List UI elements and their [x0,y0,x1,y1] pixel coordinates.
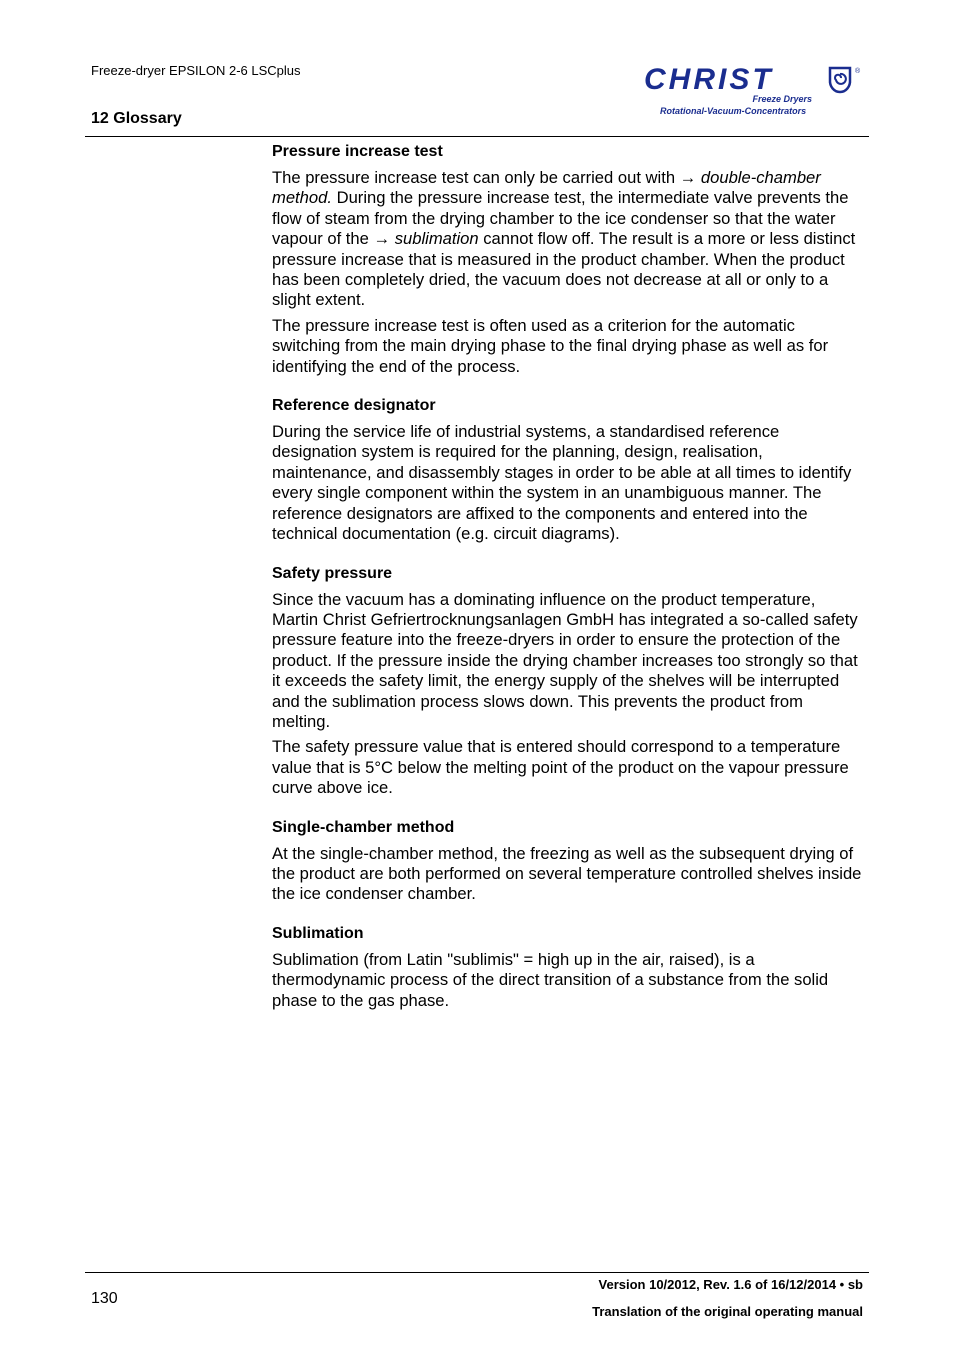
glossary-definition: Since the vacuum has a dominating influence on the product temperature, Martin Christ Gefriertrocknungsanlagen GmbH has integrated a so-called safety pressure feature into the freeze-dryers in order to ensure the protection of the product. If the pressure inside the drying chamber increases too strongly so that it exceeds the safety limit, the energy supply of the shelves will be interrupted and the sublimation process slows down. This prevents the product from melting. [272,589,858,731]
christ-emblem-icon [828,66,864,94]
cross-reference: sublimation [394,229,479,249]
glossary-definition: During the service life of industrial systems, a standardised reference designation system is required for the planning, design, realisation, maintenance, and disassembly stages in order to be able at all times to identify every single component within the system in an unambiguous manner. The reference designators are affixed to the components and entered into the technical documentation (e.g. circuit diagrams). [272,422,852,544]
logo-subtitle-rvc: Rotational-Vacuum-Concentrators [660,106,807,116]
header-divider [85,136,869,137]
glossary-term: Pressure increase test [272,143,443,160]
header-chapter-title: 12 Glossary [91,110,182,127]
glossary-content [272,142,862,1030]
christ-wordmark [644,64,824,94]
header-product-name: Freeze-dryer EPSILON 2-6 LSCplus [91,63,301,78]
glossary-entry-reference-designator [272,396,862,544]
glossary-definition: At the single-chamber method, the freezing as well as the subsequent drying of the product are both performed on several temperature controlled shelves inside the ice condenser chamber. [272,843,862,904]
cross-reference: double-chamber method. [272,168,821,208]
footer-version: Version 10/2012, Rev. 1.6 of 16/12/2014 • sb [598,1277,863,1292]
footer-translation-note: Translation of the original operating manual [592,1304,863,1319]
footer-divider [85,1272,869,1273]
glossary-entry-safety-pressure [272,564,862,799]
glossary-entry-pressure-increase-test [272,142,862,377]
glossary-term: Reference designator [272,397,436,415]
glossary-entry-single-chamber-method [272,818,862,905]
glossary-term: Safety pressure [272,564,393,582]
page-number: 130 [91,1290,118,1307]
glossary-term: Sublimation [272,924,364,942]
glossary-term: Single-chamber method [272,818,455,836]
logo-brand-text: CHRIST [644,64,774,94]
christ-logo [644,64,866,120]
glossary-definition: The pressure increase test is often used as a criterion for the automatic switching from the main drying phase to the final drying phase as well as for identifying the end of the process. [272,315,829,376]
glossary-definition: The pressure increase test can only be carried out with → double-chamber method. During the pressure increase test, the intermediate valve prevents the flow of steam from the drying chamber to the ice condenser so that the water vapour of the → sublimation cannot flow off. The result is a more or less distinct pressure increase that is measured in the product chamber. When the product has been completely dried, the vacuum does not decrease at all or only to a slight extent. [272,168,856,310]
glossary-entry-sublimation [272,924,862,1011]
logo-subtitle-freeze-dryers: Freeze Dryers [752,94,812,104]
registered-mark: ® [855,68,861,75]
glossary-definition: The safety pressure value that is entered should correspond to a temperature value that is 5°C below the melting point of the product on the vapour pressure curve above ice. [272,737,849,798]
glossary-definition: Sublimation (from Latin "sublimis" = high up in the air, raised), is a thermodynamic process of the direct transition of a substance from the solid phase to the gas phase. [272,949,829,1010]
